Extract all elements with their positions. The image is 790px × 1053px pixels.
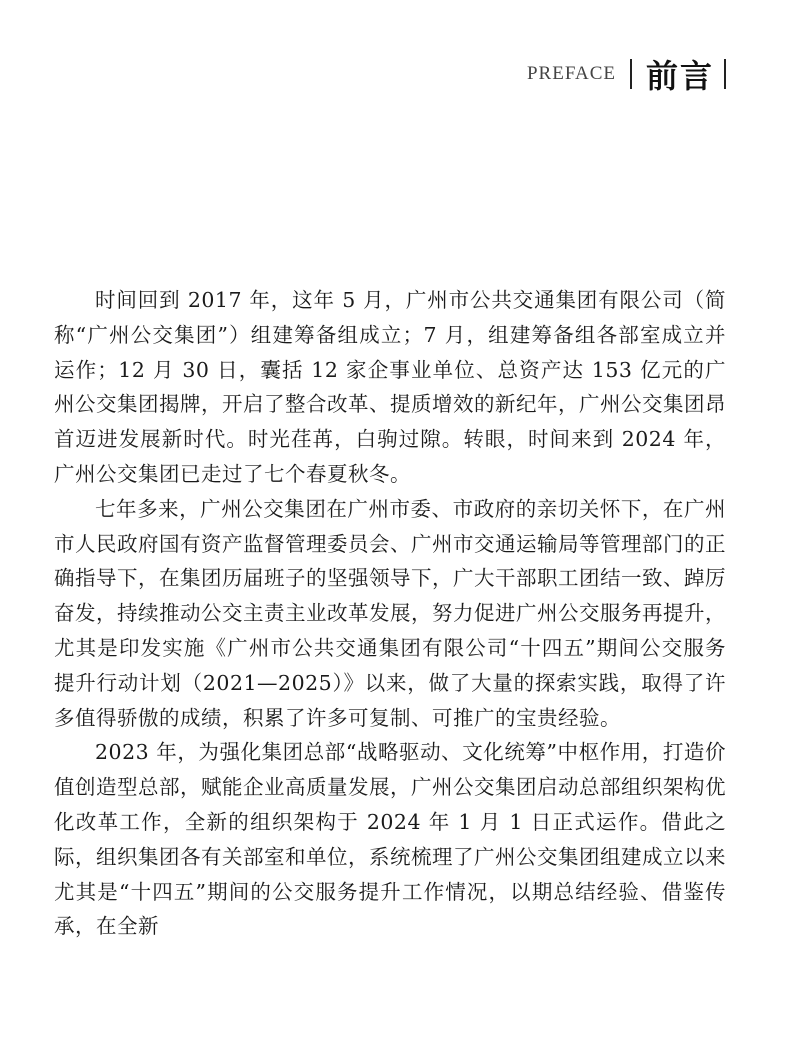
page-header — [527, 52, 726, 96]
paragraph: 时间回到 2017 年，这年 5 月，广州市公共交通集团有限公司（简称“广州公交集团”）组建筹备组成立；7 月，组建筹备组各部室成立并运作；12 月 30 日，囊括 12 家企事业单位、总资产达 153 亿元的广州公交集团揭牌，开启了整合改革、提质增效的新纪年，广州公交集团昂首迈进发展新时代。时光荏苒，白驹过隙。转眼，时间来到 2024 年，广州公交集团已走过了七个春夏秋冬。 — [54, 288, 726, 486]
paragraph: 七年多来，广州公交集团在广州市委、市政府的亲切关怀下，在广州市人民政府国有资产监督管理委员会、广州市交通运输局等管理部门的正确指导下，在集团历届班子的坚强领导下，广大干部职工团结一致、踔厉奋发，持续推动公交主责主业改革发展，努力促进广州公交服务再提升，尤其是印发实施《广州市公共交通集团有限公司“十四五”期间公交服务提升行动计划（2021—2025）》以来，做了大量的探索实践，取得了许多值得骄傲的成绩，积累了许多可复制、可推广的宝贵经验。 — [54, 496, 726, 730]
header-divider — [630, 59, 632, 89]
header-divider-right — [724, 59, 726, 89]
page-title: 前言 — [645, 57, 714, 95]
preface-label: PREFACE — [526, 63, 616, 84]
body-text — [54, 283, 726, 944]
paragraph: 2023 年，为强化集团总部“战略驱动、文化统筹”中枢作用，打造价值创造型总部，赋能企业高质量发展，广州公交集团启动总部组织架构优化改革工作，全新的组织架构于 2024 年 1 月 1 日正式运作。借此之际，组织集团各有关部室和单位，系统梳理了广州公交集团组建成立以来尤其是“十四五”期间的公交服务提升工作情况，以期总结经验、借鉴传承，在全新 — [54, 740, 726, 939]
